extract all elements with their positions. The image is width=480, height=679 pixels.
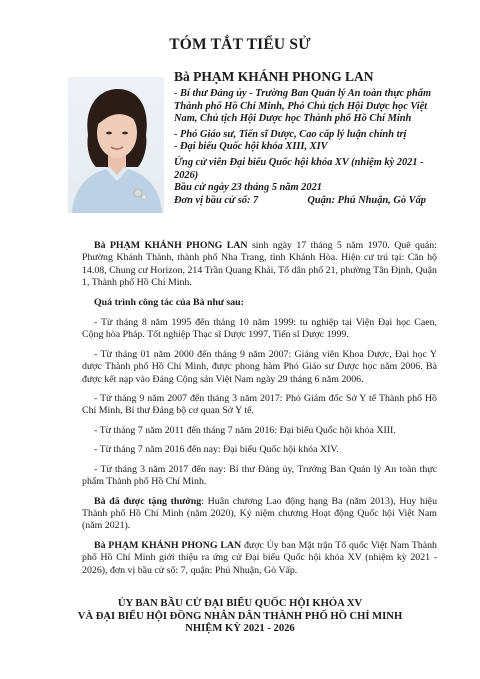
biography-body [82, 240, 437, 584]
career-header: Quá trình công tác của Bà như sau: [94, 296, 244, 308]
role-line: - Đại biểu Quốc hội khóa XIII, XIV [174, 141, 328, 153]
intro-paragraph [82, 240, 437, 290]
career-item: - Từ tháng 7 năm 2011 đến tháng 7 năm 2016: Đại biểu Quốc hội khóa XIII. [94, 424, 396, 436]
role-line: - Phó Giáo sư, Tiến sĩ Dược, Cao cấp lý luận chính trị [174, 128, 407, 140]
constituency-label: Đơn vị bầu cử số: 7 [174, 194, 259, 206]
intro-name: Bà PHẠM KHÁNH PHONG LAN [94, 240, 248, 251]
career-item: - Từ tháng 9 năm 2007 đến tháng 3 năm 2017: Phó Giám đốc Sở Y tế Thành phố Hồ Chí Minh, Bí thư Đảng bộ cơ quan Sở Y tế. [82, 393, 437, 417]
footer-line: VÀ ĐẠI BIỂU HỘI ĐỒNG NHÂN DÂN THÀNH PHỐ HỒ CHÍ MINH [77, 610, 403, 622]
constituency-row [174, 195, 426, 208]
intro-text: sinh ngày 17 tháng 5 năm 1970. Quê quán: Phường Khánh Thành, thành phố Nha Trang, tỉnh Khánh Hòa. Hiện cư trú tại: Căn hộ 14.08, Chung cư Horizon, 214 Trần Quang Khải, Tổ dân phố 21, phường Tân Định, Quận 1, Thành phố Hồ Chí Minh. [82, 240, 437, 289]
district-label: Quận: Phú Nhuận, Gò Vấp [307, 194, 426, 206]
footer-line: ỦY BAN BẦU CỬ ĐẠI BIỂU QUỐC HỘI KHÓA XV [117, 598, 363, 609]
footer-line: NHIỆM KỲ 2021 - 2026 [185, 623, 295, 635]
candidate-summary [174, 69, 436, 207]
page-title: TÓM TẮT TIỂU SỬ [169, 36, 311, 53]
candidate-line: Ứng cử viên Đại biểu Quốc hội khóa XV (nhiệm kỳ 2021 - 2026) [174, 156, 424, 181]
awards-text: : Huân chương Lao động hạng Ba (năm 2013), Huy hiệu Thành phố Hồ Chí Minh (năm 2020), Kỷ niệm chương Hoạt động Quốc hội Việt Nam (năm 2021). [82, 495, 438, 532]
nomination-name: Bà PHẠM KHÁNH PHONG LAN [94, 539, 242, 551]
career-item: - Từ tháng 7 năm 2016 đến nay: Đại biểu Quốc hội khóa XIV. [94, 444, 339, 456]
portrait-photo [68, 77, 164, 213]
candidate-name: Bà PHẠM KHÁNH PHONG LAN [174, 69, 374, 84]
issuer-footer [0, 598, 480, 636]
role-line: - Bí thư Đảng ủy - Trường Ban Quản lý An toàn thực phẩm Thành phố Hồ Chí Minh, Phó Chủ tịch Hội Dược học Việt Nam, Chủ tịch Hội Dược học Thành phố Hồ Chí Minh [174, 88, 432, 125]
election-date: Bầu cử ngày 23 tháng 5 năm 2021 [174, 182, 322, 194]
career-item: - Từ tháng 01 năm 2000 đến tháng 9 năm 2007: Giảng viên Khoa Dược, Đại học Y dược Thành phố Hồ Chí Minh, được phong hàm Phó Giáo sư Dược học năm 2006. Bà được kết nạp vào Đảng Cộng sản Việt Nam ngày 29 tháng 6 năm 2006. [82, 348, 437, 385]
career-item: - Từ tháng 3 năm 2017 đến nay: Bí thư Đảng ủy, Trưởng Ban Quản lý An toàn thực phẩm Thành phố Hồ Chí Minh. [82, 463, 437, 488]
awards-label: Bà đã được tặng thưởng [94, 495, 202, 507]
awards-paragraph [82, 496, 437, 533]
career-item: - Từ tháng 8 năm 1995 đến tháng 10 năm 1999: tu nghiệp tại Viện Đại học Caen, Cộng hòa Pháp. Tốt nghiệp Thạc sĩ Dược 1997, Tiến sĩ Dược 1999. [82, 317, 437, 341]
nomination-text: được Ủy ban Mặt trận Tổ quốc Việt Nam Thành phố Hồ Chí Minh giới thiệu ra ứng cử Đại biểu Quốc hội khóa XV (nhiệm kỳ 2021 - 2026), đơn vị bầu cử số: 7, quận: Phú Nhuận, Gò Vấp. [82, 539, 437, 576]
nomination-paragraph [82, 540, 437, 577]
